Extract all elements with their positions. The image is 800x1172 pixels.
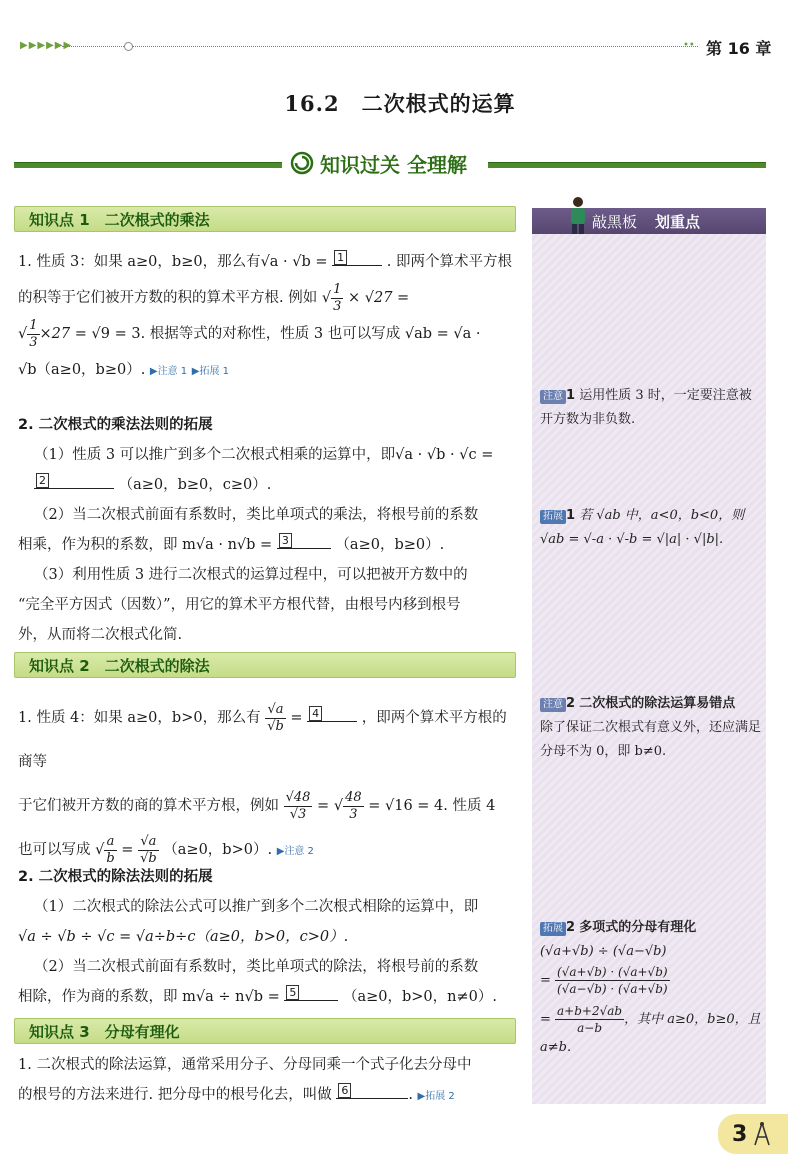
note-2-link[interactable]: ▶注意 2 [276,846,314,857]
kp1-line-2: 的积等于它们被开方数的积的算术平方根. 例如 √ $\frac{1}{3}$ × √27 = [18,281,410,314]
sidebar-note-1: 注意 1 运用性质 3 时，一定要注意被开方数为非负数. [540,388,752,427]
compass-icon [751,1121,773,1147]
kp1-title: 知识点 1 二次根式的乘法 [29,210,210,229]
sidebar-ext-1: 拓展 1 若 √ab 中，a<0，b<0，则 √ab = √-a · √-b = √|a| · √|b|. [540,508,745,547]
kp2-title: 知识点 2 二次根式的除法 [29,656,210,675]
header-dots: •• [683,40,695,51]
ext-1-link[interactable]: ▶拓展 1 [191,366,229,377]
kp1-line-4: √b（a≥0，b≥0）. ▶注意 1 ▶拓展 1 [18,362,229,378]
blank-3[interactable]: 3 [277,530,331,549]
kp2-paragraph-2: 2. 二次根式的除法法则的拓展 （1）二次根式的除法公式可以推广到多个二次根式相除的运算中，即 √a ÷ √b ÷ √c = √a÷b÷c（a≥0，b>0，c>0）. （2）当二次根式前面有系数时，类比单项式的除法，将根号前的系数 相除，作为商的系数，即 m√a ÷ n√b = 5 （a≥0，b>0，n≠0）. [18,869,497,1005]
blank-6[interactable]: 6 [336,1080,408,1099]
banner-line-right [488,162,766,168]
blank-4[interactable]: 4 [307,703,357,722]
sidebar-note-2: 注意 2 二次根式的除法运算易错点 除了保证二次根式有意义外，还应满足分母不为 0，即 b≠0. [540,696,762,759]
page-number: 3 [718,1114,788,1154]
extension-icon: 拓展 [540,510,566,524]
kp3-paragraph-1: 1. 二次根式的除法运算，通常采用分子、分母同乘一个式子化去分母中 的根号的方法来进行. 把分母中的根号化去，叫做 6 . ▶拓展 2 [18,1057,472,1103]
teacher-icon [565,196,591,234]
kp1-p2-title: 2. 二次根式的乘法法则的拓展 [18,417,213,433]
sidebar-ext-2: 拓展 2 多项式的分母有理化 (√a+√b) ÷ (√a−√b) = $\frac{(√a+√b) \cdot (√a+√b)}{(√a-√b) \cdot (√a+√b)}$ = $\frac{a+b+2√ab}{a-b}$ ，其中 a≥0，b≥0，且 a≠b. [540,920,761,1055]
blank-2[interactable]: 2 [34,470,114,489]
kp2-paragraph-1: 1. 性质 4：如果 a≥0，b>0，那么有 $\frac{√a}{√b}$ = 4 ，即两个算术平方根的商等 于它们被开方数的商的算术平方根，例如 $\frac{√48}{√3}$ = √ $\frac{48}{3}$ = √16 = 4. 性质 4 也可以写成 √ $\frac{a}{b}$ = $\frac{√a}{√b}$ （a≥0，b>0）. ▶注意 2 [18,701,507,866]
kp2-title-bar [14,652,516,678]
kp3-title: 知识点 3 分母有理化 [29,1022,180,1041]
banner-title: 知识过关 全理解 [320,152,467,177]
section-title: 16.2 二次根式的运算 [284,91,516,116]
header-circle [124,42,133,51]
banner [290,148,486,178]
ext-2-link[interactable]: ▶拓展 2 [417,1091,455,1102]
kp1-paragraph-1 [18,244,515,390]
note-1-link[interactable]: ▶注意 1 [149,366,188,377]
header-rule [62,46,698,47]
note-icon: 注意 [540,390,566,404]
banner-line-left [14,162,282,168]
note-icon: 注意 [540,698,566,712]
chapter-label: 第 16 章 [706,39,772,58]
kp1-paragraph-2: 2. 二次根式的乘法法则的拓展 （1）性质 3 可以推广到多个二次根式相乘的运算中，即√a · √b · √c = 2 （a≥0，b≥0，c≥0）. （2）当二次根式前面有系数时，类比单项式的乘法，将根号前的系数 相乘，作为积的系数，即 m√a · n√b = 3 （a≥0，b≥0）. （3）利用性质 3 进行二次根式的运算过程中，可以把被开方数中的 “完全平方因式（因数）”，用它的算术平方根代替，由根号内移到根号 外，从而将二次根式化简. [18,410,515,650]
kp1-line-3: √ $\frac{1}{3}$ ×27 = √9 = 3. 根据等式的对称性，性质 3 也可以写成 √ab = √a · [18,317,481,350]
sidebar-header-a: 敲黑板 [592,212,638,231]
sidebar-header-b: 划重点 [655,212,701,231]
blank-5[interactable]: 5 [284,982,338,1001]
kp3-title-bar [14,1018,516,1044]
kp1-line-1: 1. 性质 3：如果 a≥0，b≥0，那么有√a · √b = 1 . 即两个算术平方根 [18,244,515,280]
header-arrows: ▶▶▶▶▶▶ [20,40,73,51]
extension-icon: 拓展 [540,922,566,936]
blank-1[interactable]: 1 [332,247,382,266]
swirl-icon [290,151,314,175]
kp1-title-bar [14,206,516,232]
